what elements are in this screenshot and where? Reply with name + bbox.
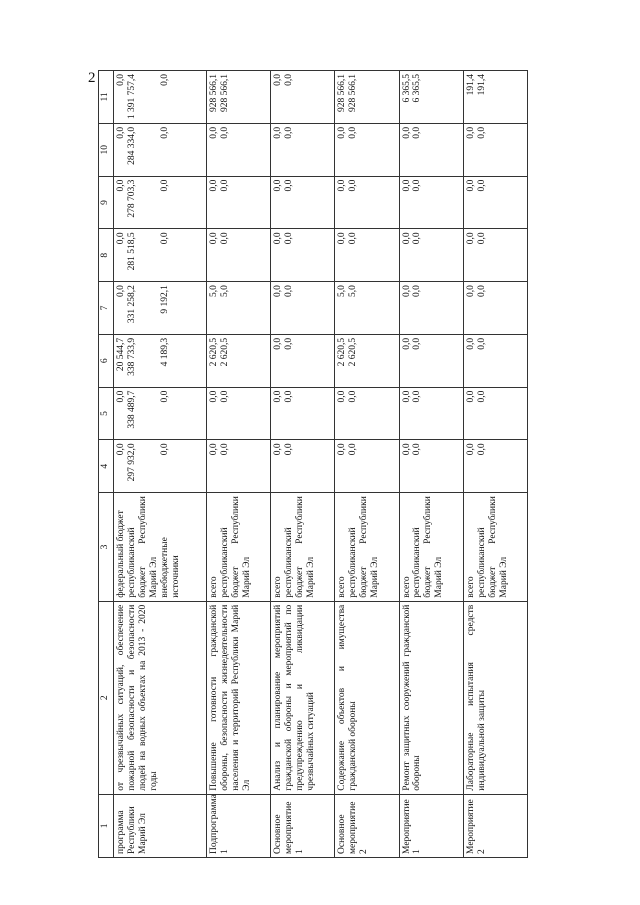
col-header: 7 [99, 282, 114, 335]
value-cell: 0,0 0,0 [207, 387, 271, 440]
row-source-cell: всего республиканский бюджет Республики Марий Эл [335, 493, 399, 602]
value-cell: 0,0 0,0 [463, 229, 527, 282]
row-source-cell: всего республиканский бюджет Республики Марий Эл [271, 493, 335, 602]
value-cell: 0,0 0,0 [271, 123, 335, 176]
table-row [335, 71, 399, 858]
value-cell: 5,0 5,0 [207, 282, 271, 335]
value-cell: 0,0 0,0 [463, 123, 527, 176]
row-description-cell: Повышение готовности гражданской обороны, безопасности жизнедеятельности населения и территорий Республики Марий Эл [207, 601, 271, 794]
value-cell: 0,0 281 518,5 0,0 [114, 229, 207, 282]
value-cell: 0,0 297 932,0 0,0 [114, 440, 207, 493]
value-cell: 928 566,1 928 566,1 [335, 71, 399, 124]
row-description-cell: Лабораторные испытания средств индивидуальной защиты [463, 601, 527, 794]
row-description-cell: от чрезвычайных ситуаций, обеспечение пожарной безопасности и безопасности людей на водных объектах на 2013 - 2020 годы [114, 601, 207, 794]
col-header: 2 [99, 601, 114, 794]
value-cell: 0,0 0,0 [335, 229, 399, 282]
table-row [399, 71, 463, 858]
value-cell: 0,0 0,0 [399, 123, 463, 176]
value-cell: 0,0 0,0 [399, 282, 463, 335]
col-header: 6 [99, 334, 114, 387]
row-source-cell: всего республиканский бюджет Республики Марий Эл [463, 493, 527, 602]
row-code-cell: Основное мероприятие 2 [335, 794, 399, 857]
value-cell: 0,0 0,0 [271, 334, 335, 387]
value-cell: 5,0 5,0 [335, 282, 399, 335]
value-cell: 2 620,5 2 620,5 [335, 334, 399, 387]
value-cell: 20 544,7 338 733,9 4 189,3 [114, 334, 207, 387]
value-cell: 0,0 0,0 [271, 71, 335, 124]
col-header: 10 [99, 123, 114, 176]
value-cell: 0,0 0,0 [399, 334, 463, 387]
value-cell: 191,4 191,4 [463, 71, 527, 124]
value-cell: 0,0 331 258,2 9 192,1 [114, 282, 207, 335]
value-cell: 0,0 0,0 [335, 387, 399, 440]
row-source-cell: всего республиканский бюджет Республики Марий Эл [207, 493, 271, 602]
row-code-cell: Основное мероприятие 1 [271, 794, 335, 857]
row-code-cell: Подпрограмма 1 [207, 794, 271, 857]
value-cell: 0,0 0,0 [399, 229, 463, 282]
value-cell: 0,0 0,0 [463, 440, 527, 493]
col-header: 3 [99, 493, 114, 602]
table-row [114, 71, 207, 858]
value-cell: 0,0 278 703,3 0,0 [114, 176, 207, 229]
row-code-cell: Мероприятие 2 [463, 794, 527, 857]
value-cell: 0,0 0,0 [335, 176, 399, 229]
table-row [207, 71, 271, 858]
col-header: 8 [99, 229, 114, 282]
row-description-cell: Содержание объектов и имущества гражданской обороны [335, 601, 399, 794]
header-row [99, 71, 114, 858]
row-description-cell: Ремонт защитных сооружений гражданской обороны [399, 601, 463, 794]
value-cell: 0,0 1 391 757,4 0,0 [114, 71, 207, 124]
value-cell: 0,0 0,0 [335, 123, 399, 176]
value-cell: 0,0 284 334,0 0,0 [114, 123, 207, 176]
col-header: 4 [99, 440, 114, 493]
value-cell: 0,0 0,0 [399, 387, 463, 440]
col-header: 1 [99, 794, 114, 857]
value-cell: 0,0 0,0 [399, 176, 463, 229]
value-cell: 0,0 0,0 [207, 176, 271, 229]
budget-table [98, 70, 528, 858]
page-number: 2 [88, 70, 96, 86]
value-cell: 0,0 0,0 [207, 440, 271, 493]
value-cell: 6 365,5 6 365,5 [399, 71, 463, 124]
value-cell: 0,0 0,0 [207, 229, 271, 282]
row-code-cell: Мероприятие 1 [399, 794, 463, 857]
col-header: 11 [99, 71, 114, 124]
value-cell: 0,0 0,0 [271, 176, 335, 229]
value-cell: 0,0 0,0 [399, 440, 463, 493]
table-row [463, 71, 527, 858]
value-cell: 0,0 0,0 [271, 387, 335, 440]
value-cell: 0,0 0,0 [463, 176, 527, 229]
col-header: 5 [99, 387, 114, 440]
value-cell: 0,0 0,0 [207, 123, 271, 176]
rotated-table-wrapper [98, 70, 528, 858]
value-cell: 0,0 0,0 [271, 282, 335, 335]
value-cell: 928 566,1 928 566,1 [207, 71, 271, 124]
value-cell: 2 620,5 2 620,5 [207, 334, 271, 387]
row-code-cell: программа Республики Марий Эл [114, 794, 207, 857]
table-row [271, 71, 335, 858]
value-cell: 0,0 0,0 [463, 387, 527, 440]
value-cell: 0,0 0,0 [271, 440, 335, 493]
value-cell: 0,0 0,0 [463, 334, 527, 387]
row-source-cell: всего республиканский бюджет Республики Марий Эл [399, 493, 463, 602]
value-cell: 0,0 0,0 [463, 282, 527, 335]
row-source-cell: федеральный бюджет республиканский бюджет Республики Марий Эл внебюджетные источники [114, 493, 207, 602]
row-description-cell: Анализ и планирование мероприятий гражданской обороны и мероприятий по предупреждению и ликвидации чрезвычайных ситуаций [271, 601, 335, 794]
value-cell: 0,0 338 489,7 0,0 [114, 387, 207, 440]
value-cell: 0,0 0,0 [335, 440, 399, 493]
col-header: 9 [99, 176, 114, 229]
value-cell: 0,0 0,0 [271, 229, 335, 282]
